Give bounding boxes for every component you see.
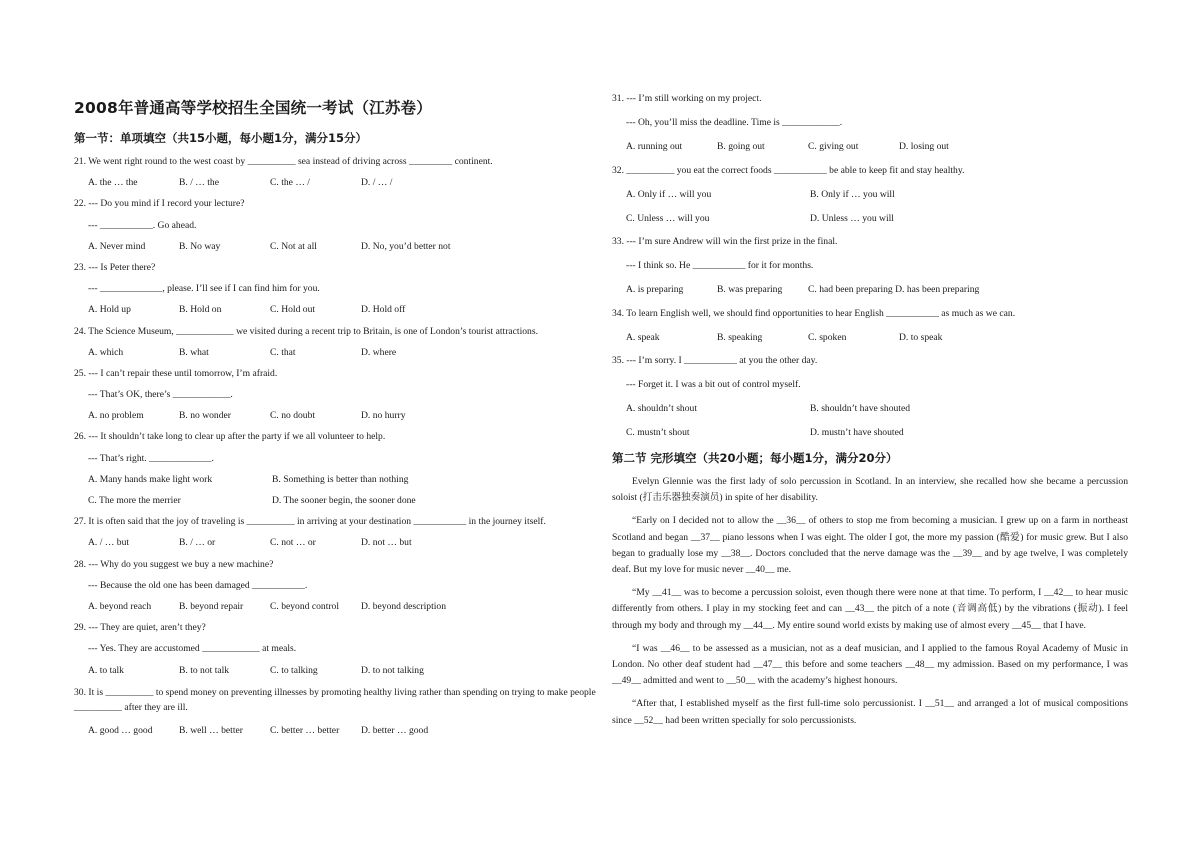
section-1-heading: 第一节：单项填空（共15小题，每小题1分，满分15分） [74,131,368,145]
option-d[interactable]: D. No, you’d better not [361,240,451,252]
option-d[interactable]: D. to not talking [361,664,424,676]
question-reply: --- Forget it. I was a bit out of control myself. [626,379,801,391]
option-c[interactable]: C. beyond control [270,600,340,612]
option-c[interactable]: C. giving out [808,141,859,152]
option-b[interactable]: B. Only if … you will [810,188,895,200]
option-b[interactable]: B. / … the [179,177,219,189]
question-35 [612,354,1128,439]
question-21 [74,155,598,189]
question-32 [612,164,1128,225]
left-column [74,96,598,745]
option-a[interactable]: A. no problem [88,410,144,422]
question-stem: 34. To learn English well, we should find opportunities to hear English ___________ as much as we can. [612,307,1016,319]
option-b[interactable]: B. no wonder [179,410,231,422]
question-30 [74,685,598,737]
option-b[interactable]: B. what [179,346,209,358]
options-row-1 [612,402,1128,415]
question-29 [74,621,598,676]
question-reply: --- I think so. He ___________ for it for months. [626,260,814,272]
option-b[interactable]: B. to not talk [179,664,230,676]
option-a[interactable]: A. speak [626,331,660,343]
option-d[interactable]: D. Unless … you will [810,212,894,224]
question-27 [74,515,598,549]
option-a[interactable]: A. Only if … will you [626,188,712,200]
option-a[interactable]: A. / … but [88,537,130,549]
option-d[interactable]: D. The sooner begin, the sooner done [272,495,416,506]
option-d[interactable]: D. Hold off [361,304,406,316]
question-stem: 35. --- I’m sorry. I ___________ at you the other day. [612,355,818,367]
question-reply: --- _____________, please. I’ll see if I can find him for you. [88,283,320,295]
question-31 [612,92,1128,153]
option-a[interactable]: A. Hold up [88,304,131,316]
option-c[interactable]: C. Hold out [270,304,316,316]
question-33 [612,235,1128,296]
option-a[interactable]: A. to talk [88,664,124,676]
option-d[interactable]: D. better … good [361,724,429,736]
option-b[interactable]: B. / … or [179,537,216,549]
option-d[interactable]: D. / … / [361,177,393,189]
right-column [612,92,1128,736]
option-a[interactable]: A. shouldn’t shout [626,403,697,415]
passage-paragraph: “I was __46__ to be assessed as a musician, not as a deaf musician, and I applied to the famous Royal Academy of Music in London. No other deaf student had __47__ this before and some teachers __48__ my admission. Based on my performance, I was __49__ admitted and went to __50__ with the academy’s highest honours. [612,642,1128,687]
passage-paragraph: Evelyn Glennie was the first lady of solo percussion in Scotland. In an interview, she recalled how she became a percussion soloist (打击乐器独奏演员) in spite of her disability. [612,475,1128,504]
question-25 [74,367,598,422]
passage-paragraph: “My __41__ was to become a percussion soloist, even though there were none at that time. To perform, I __42__ to hear music differently from others. I play in my stocking feet and can __43__ the pitch of a note (音调高低) by the vibrations (振动). I feel through my body and through my __44__. My entire sound world exists by making use of almost every __45__ that I have. [612,587,1128,631]
passage-paragraph: “Early on I decided not to allow the __36__ of others to stop me from becoming a musician. I grew up on a farm in northeast Scotland and began __37__ piano lessons when I was eight. The older I got, the more my passion (酷爱) for music grew. But I also began to gradually lose my __38__. Doctors concluded that the nerve damage was the __39__ and by age twelve, I was completely deaf. But my love for music never __40__ me. [612,515,1128,575]
option-a[interactable]: A. running out [626,141,683,152]
option-a[interactable]: A. which [88,346,124,358]
option-a[interactable]: A. Never mind [88,240,146,252]
option-c[interactable]: C. to talking [270,664,318,676]
question-reply: --- That’s OK, there’s ____________. [88,389,233,401]
cloze-passage [612,474,1128,729]
options [612,140,1128,153]
option-b[interactable]: B. beyond repair [179,600,244,612]
option-c[interactable]: C. that [270,346,296,358]
options [74,346,598,359]
option-b[interactable]: B. speaking [717,331,763,343]
option-c[interactable]: C. Unless … will you [626,212,710,224]
question-reply: --- That’s right. _____________. [88,452,214,464]
options-row-1 [612,188,1128,201]
question-stem: 27. It is often said that the joy of traveling is __________ in arriving at your destination ___________ in the journey itself. [74,516,546,528]
question-stem: 31. --- I’m still working on my project. [612,93,762,104]
option-a[interactable]: A. is preparing [626,284,684,296]
question-23 [74,261,598,316]
option-d[interactable]: D. losing out [899,141,949,152]
option-a[interactable]: A. beyond reach [88,600,152,612]
option-b[interactable]: B. Something is better than nothing [272,473,409,485]
option-a[interactable]: A. good … good [88,724,153,736]
options-row-2 [74,494,598,507]
option-d[interactable]: D. no hurry [361,410,406,422]
option-c[interactable]: C. the … / [270,177,310,189]
question-stem: 30. It is __________ to spend money on preventing illnesses by promoting healthy living rather than spending on trying to make people __________ after they are ill. [74,686,596,714]
option-c[interactable]: C. no doubt [270,410,316,422]
option-b[interactable]: B. well … better [179,724,243,736]
options-row-2 [612,426,1128,439]
option-b[interactable]: B. No way [179,240,221,252]
question-stem: 24. The Science Museum, ____________ we visited during a recent trip to Britain, is one of London’s tourist attractions. [74,325,538,337]
option-b[interactable]: B. going out [717,141,765,152]
option-b[interactable]: B. shouldn’t have shouted [810,403,911,415]
exam-title: 2008年普通高等学校招生全国统一考试（江苏卷） [74,99,432,117]
question-34 [612,307,1128,344]
section-2-heading: 第二节 完形填空（共20小题；每小题1分，满分20分） [612,450,898,465]
question-28 [74,558,598,613]
options-row-2 [612,212,1128,225]
options [74,664,598,677]
question-stem: 25. --- I can’t repair these until tomorrow, I’m afraid. [74,367,278,379]
question-stem: 33. --- I’m sure Andrew will win the first prize in the final. [612,236,838,248]
options [74,724,598,737]
option-c[interactable]: C. not … or [270,537,316,549]
question-26 [74,430,598,507]
options [74,600,598,613]
question-24 [74,325,598,359]
question-stem: 32. __________ you eat the correct foods ___________ be able to keep fit and stay healthy. [612,164,965,176]
question-stem: 29. --- They are quiet, aren’t they? [74,622,206,634]
options [74,536,598,549]
question-reply: --- Because the old one has been damaged ___________. [88,579,308,591]
option-c[interactable]: C. The more the merrier [88,495,181,506]
question-stem: 21. We went right round to the west coast by __________ sea instead of driving across _________ continent. [74,156,493,167]
question-stem: 26. --- It shouldn’t take long to clear up after the party if we all volunteer to help. [74,431,386,443]
question-stem: 23. --- Is Peter there? [74,261,156,273]
option-d[interactable]: D. not … but [361,537,412,549]
option-b[interactable]: B. Hold on [179,304,222,316]
option-a[interactable]: A. the … the [88,177,138,189]
option-d[interactable]: D. beyond description [361,600,446,612]
options [74,409,598,422]
question-reply: --- Oh, you’ll miss the deadline. Time is ____________. [626,117,843,128]
option-c[interactable]: C. Not at all [270,240,317,252]
option-d[interactable]: D. mustn’t have shouted [810,427,904,439]
question-22 [74,197,598,252]
options-row-1 [74,473,598,486]
option-b[interactable]: B. was preparing [717,284,783,296]
option-c-d[interactable]: C. had been preparing D. has been preparing [808,284,980,296]
options [612,283,1128,296]
option-c[interactable]: C. spoken [808,331,847,343]
option-d[interactable]: D. to speak [899,331,943,343]
option-c[interactable]: C. better … better [270,724,340,736]
options [74,176,598,189]
options [74,303,598,316]
question-reply: --- ___________. Go ahead. [88,219,197,231]
passage-paragraph: “After that, I established myself as the first full-time solo percussionist. I __51__ and arranged a lot of musical compositions since __52__ had been written specially for solo percussionists. [612,698,1128,726]
question-stem: 22. --- Do you mind if I record your lecture? [74,198,245,210]
options [612,331,1128,344]
option-a[interactable]: A. Many hands make light work [88,473,213,485]
options [74,240,598,253]
option-d[interactable]: D. where [361,346,397,358]
question-stem: 28. --- Why do you suggest we buy a new machine? [74,558,274,570]
question-reply: --- Yes. They are accustomed ____________ at meals. [88,643,297,655]
option-c[interactable]: C. mustn’t shout [626,427,690,439]
